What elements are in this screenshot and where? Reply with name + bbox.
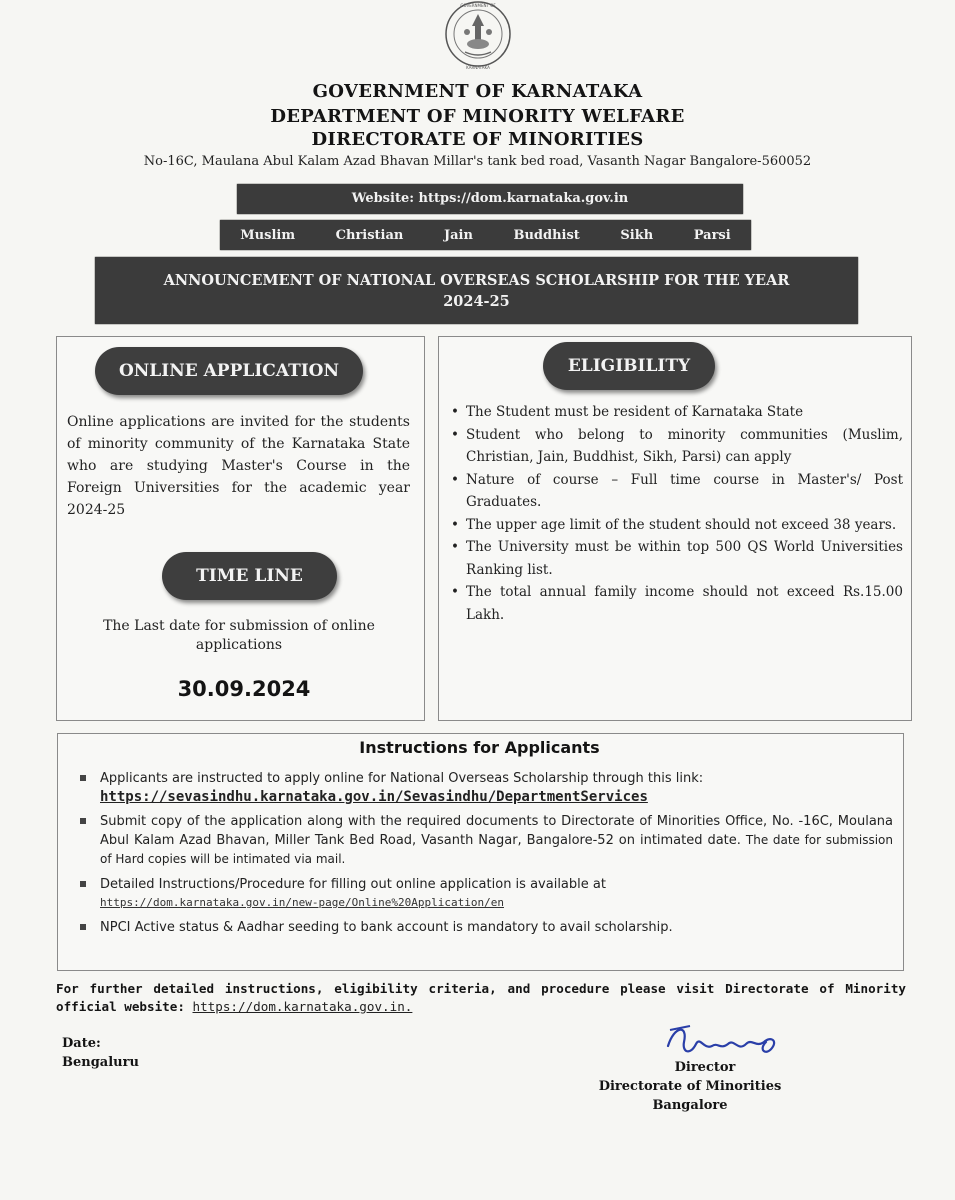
eligibility-item: • The University must be within top 500 QS World Universities Ranking list. [448,536,903,581]
header-address: No-16C, Maulana Abul Kalam Azad Bhavan Millar's tank bed road, Vasanth Nagar Bangalore-560052 [143,154,812,169]
community-muslim: Muslim [240,227,296,243]
instruction-2-note: The date for submission of Hard copies will be intimated via mail. [100,833,893,866]
sevasindhu-link[interactable]: https://sevasindhu.karnataka.gov.in/Sevasindhu/DepartmentServices [100,789,648,805]
emblem-text-bottom: KARNATAKA [466,65,490,70]
timeline-text: The Last date for submission of online applications [103,618,375,653]
announcement-title: ANNOUNCEMENT OF NATIONAL OVERSEAS SCHOLARSHIP FOR THE YEAR [163,271,790,289]
instructions-title: Instructions for Applicants [359,738,600,757]
further-info [56,980,906,1016]
instruction-2-text: Submit copy of the application along with the required documents to Directorate of Minorities Office, No. -16C, Moulana Abul Kalam Azad Bhavan, Miller Tank Bed Road, Vasanth Nagar, Bangalore-52 on intimated date. [100,814,893,848]
last-date: 30.09.2024 [177,677,311,701]
eligibility-item: • Student who belong to minority communities (Muslim, Christian, Jain, Buddhist, Sikh, Parsi) can apply [448,424,903,469]
header-department: DEPARTMENT OF MINORITY WELFARE [270,106,685,127]
communities-bar [220,220,751,250]
eligibility-list [448,401,903,626]
further-info-text: For further detailed instructions, eligibility criteria, and procedure please visit Directorate of Minority official website: [56,981,906,1014]
emblem-text-top: GOVERNMENT OF [460,3,496,8]
instruction-item [78,770,893,806]
instruction-item [78,876,893,912]
karnataka-emblem-icon [443,0,513,72]
header-directorate: DIRECTORATE OF MINORITIES [311,129,644,150]
instruction-item [78,919,893,937]
community-sikh: Sikh [620,227,654,243]
eligibility-item: • The Student must be resident of Karnataka State [448,401,903,424]
announcement-year: 2024-25 [443,292,510,310]
timeline-heading: TIME LINE [162,552,337,600]
date-label: Date: [62,1036,101,1051]
signatory-office: Directorate of Minorities [598,1079,782,1094]
online-application-link[interactable]: https://dom.karnataka.gov.in/new-page/Online%20Application/en [100,896,504,909]
header-government: GOVERNMENT OF KARNATAKA [312,81,643,102]
eligibility-item: • The total annual family income should not exceed Rs.15.00 Lakh. [448,581,903,626]
signatory-block [560,1058,820,1115]
community-buddhist: Buddhist [513,227,580,243]
online-application-text: Online applications are invited for the students of minority community of the Karnataka State who are studying Master's Course in the Foreign Universities for the academic year 2024-25 [67,414,410,518]
eligibility-item: • The upper age limit of the student should not exceed 38 years. [448,514,903,537]
instruction-3-text: Detailed Instructions/Procedure for filling out online application is available at [100,877,606,892]
instruction-4-text: NPCI Active status & Aadhar seeding to bank account is mandatory to avail scholarship. [100,920,673,935]
dom-website-link[interactable]: https://dom.karnataka.gov.in. [192,999,413,1014]
date-place-block [62,1034,139,1072]
online-application-heading: ONLINE APPLICATION [95,347,363,395]
website-bar[interactable]: Website: https://dom.karnataka.gov.in [237,184,743,214]
announcement-banner [95,257,858,324]
signatory-designation: Director [674,1060,736,1075]
community-christian: Christian [335,227,404,243]
instruction-1-text: Applicants are instructed to apply online for National Overseas Scholarship through this link: [100,771,704,786]
place-label: Bengaluru [62,1055,139,1070]
eligibility-item: • Nature of course – Full time course in Master's/ Post Graduates. [448,469,903,514]
community-jain: Jain [443,227,473,243]
instructions-list [78,770,893,944]
eligibility-heading: ELIGIBILITY [543,342,715,390]
instruction-item [78,813,893,869]
community-parsi: Parsi [693,227,731,243]
signatory-city: Bangalore [652,1098,728,1113]
